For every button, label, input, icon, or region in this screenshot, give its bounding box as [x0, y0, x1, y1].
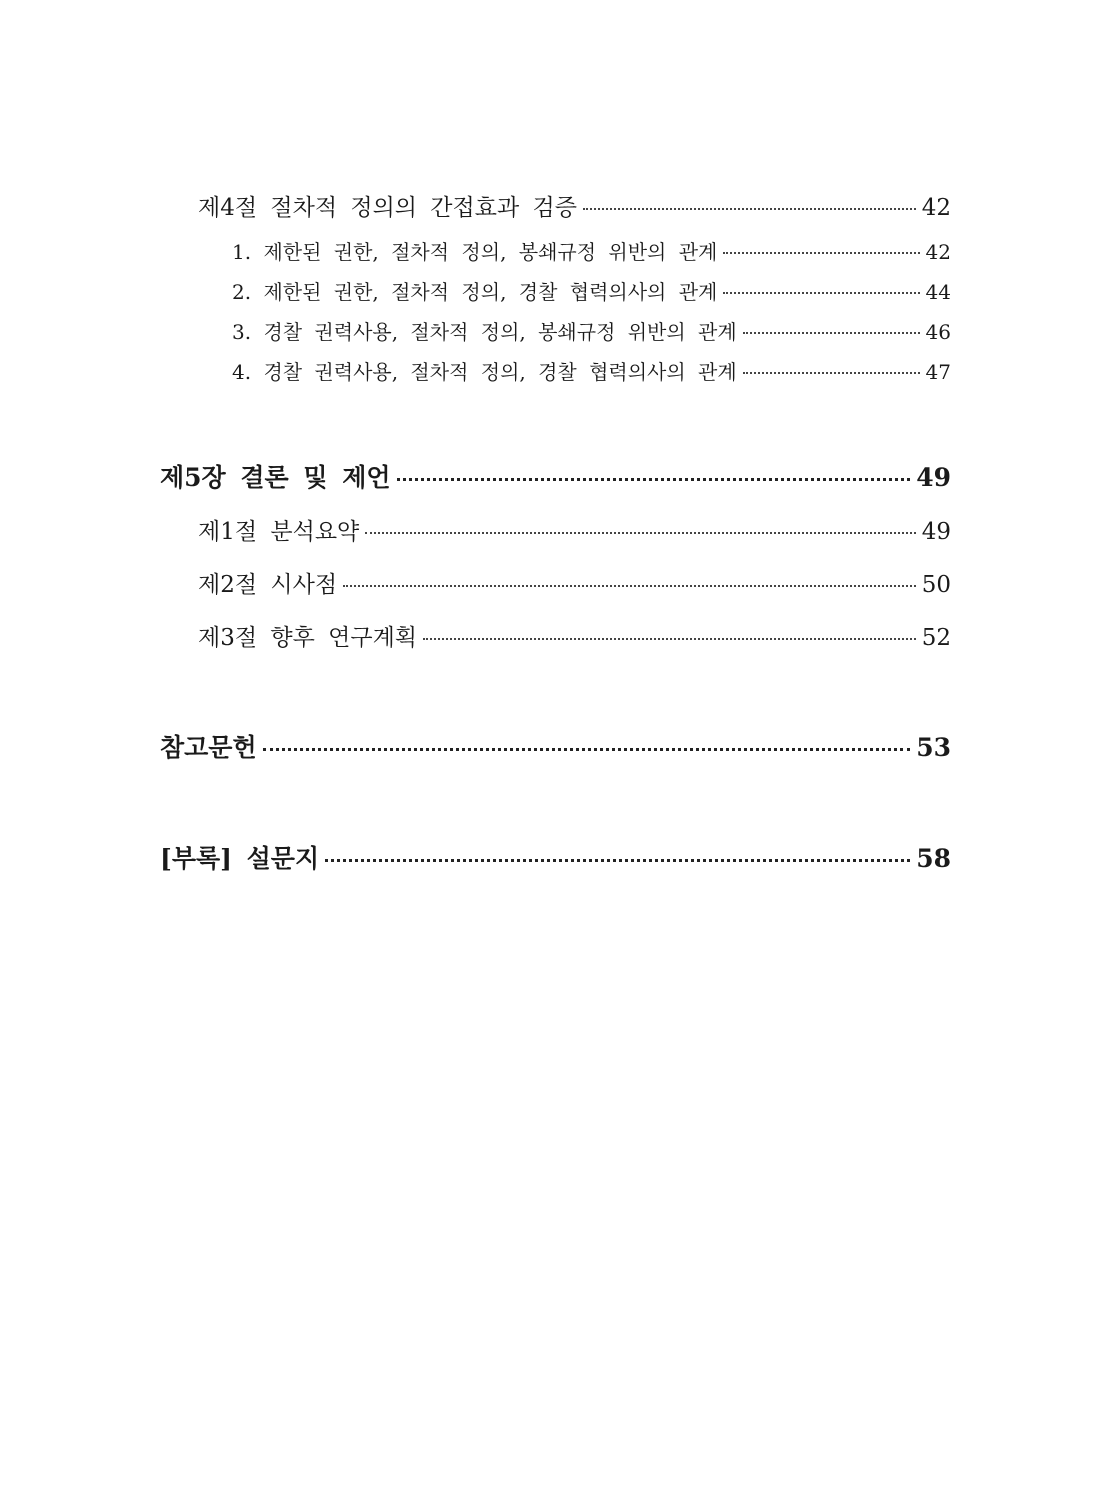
dot-leader	[743, 372, 920, 374]
toc-entry-page: 50	[921, 572, 951, 598]
toc-entry-page: 53	[916, 733, 951, 762]
toc-entry-page: 42	[921, 195, 951, 221]
toc-entry-appendix	[160, 846, 951, 871]
toc-entry-references	[160, 735, 951, 760]
toc-entry-item-3	[232, 322, 951, 342]
dot-leader	[343, 585, 916, 587]
toc-entry-page: 46	[925, 320, 951, 344]
toc-entry-page: 58	[916, 844, 951, 873]
toc-entry-item-1	[232, 242, 951, 262]
toc-entry-label: 제5장 결론 및 제언	[160, 463, 391, 492]
dot-leader	[325, 859, 910, 862]
toc-entry-label: 3. 경찰 권력사용, 절차적 정의, 봉쇄규정 위반의 관계	[232, 320, 737, 344]
dot-leader	[583, 208, 916, 210]
toc-entry-label: 4. 경찰 권력사용, 절차적 정의, 경찰 협력의사의 관계	[232, 360, 737, 384]
dot-leader	[743, 332, 920, 334]
toc-entry-section-2	[198, 574, 951, 597]
toc-entry-section-4	[198, 197, 951, 220]
toc-entry-page: 49	[921, 519, 951, 545]
toc-entry-item-4	[232, 362, 951, 382]
dot-leader	[723, 252, 919, 254]
dot-leader	[723, 292, 919, 294]
toc-entry-label: 제4절 절차적 정의의 간접효과 검증	[198, 195, 577, 221]
toc-entry-page: 52	[921, 625, 951, 651]
toc-entry-page: 47	[925, 360, 951, 384]
toc-entry-page: 49	[916, 463, 951, 492]
toc-entry-label: 2. 제한된 권한, 절차적 정의, 경찰 협력의사의 관계	[232, 280, 718, 304]
toc-entry-chapter-5	[160, 465, 951, 490]
toc-entry-page: 44	[925, 280, 951, 304]
toc-entry-page: 42	[925, 240, 951, 264]
toc-entry-label: [부록] 설문지	[160, 844, 320, 873]
toc-entry-label: 제1절 분석요약	[198, 519, 360, 545]
toc-entry-section-1	[198, 521, 951, 544]
toc-entry-label: 1. 제한된 권한, 절차적 정의, 봉쇄규정 위반의 관계	[232, 240, 718, 264]
dot-leader	[263, 748, 911, 751]
toc-entry-label: 참고문헌	[160, 733, 257, 762]
toc-entry-label: 제3절 향후 연구계획	[198, 625, 417, 651]
dot-leader	[365, 532, 915, 534]
toc-entry-section-3	[198, 627, 951, 650]
toc-entry-item-2	[232, 282, 951, 302]
dot-leader	[397, 478, 911, 481]
toc-entry-label: 제2절 시사점	[198, 572, 338, 598]
dot-leader	[423, 638, 916, 640]
